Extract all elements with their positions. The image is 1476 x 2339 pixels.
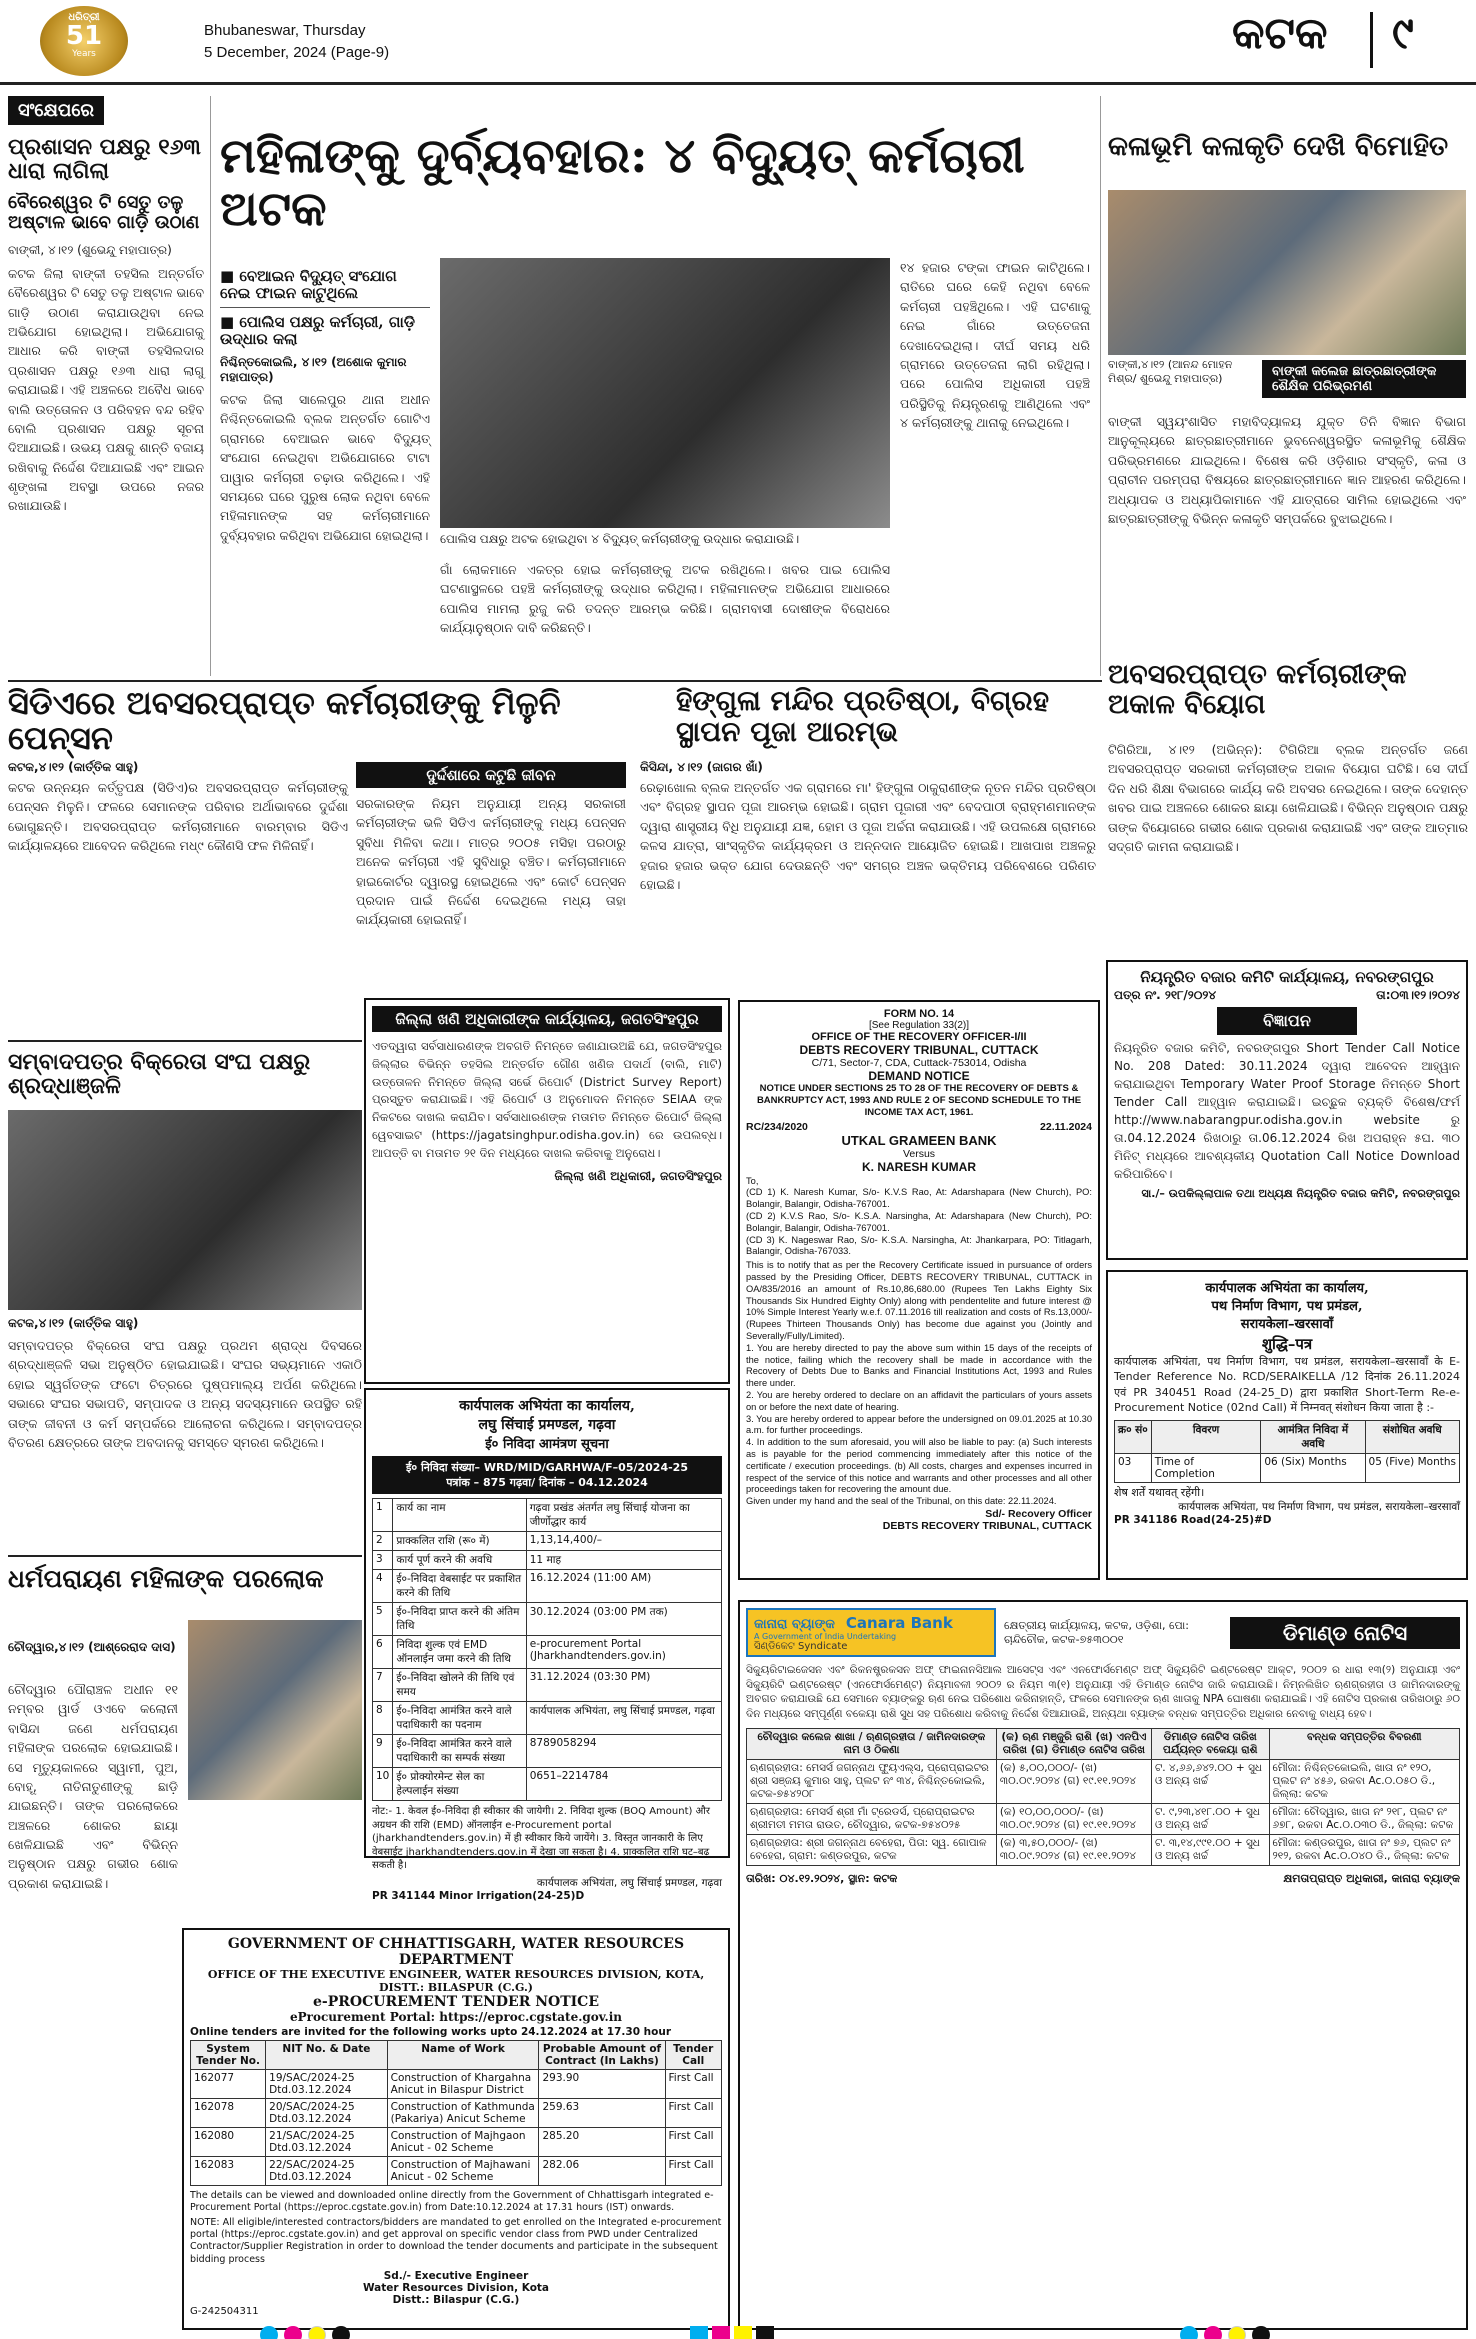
cg-table xyxy=(190,2040,722,2186)
table-cell: (କ) ୧୦,୦୦,୦୦୦/- (ଖ) ୩୦.୦୯.୨୦୨୪ (ଗ) ୧୯.୧୧.୨୦୨୪ xyxy=(996,1803,1151,1834)
table-cell: 30.12.2024 (03:00 PM तक) xyxy=(526,1603,721,1636)
drt-p1: 1. You are hereby directed to pay the above sum within 15 days of the receipts of the notice, failing which the recovery shall be made in accordance with the Recovery of Debts Due to Banks and Financial Institutions Act, 1993 and Rules there under. xyxy=(746,1342,1092,1389)
table-cell: 0651–2214784 xyxy=(526,1768,721,1801)
canara-logo-sub: A Government of India Undertaking xyxy=(754,1632,897,1641)
table-cell: 162080 xyxy=(191,2128,266,2157)
table-cell: Construction of Majhawani Anicut - 02 Scheme xyxy=(387,2157,539,2186)
saraikela-title-3: सरायकेला–खरसावाँ xyxy=(1240,1317,1334,1332)
table-row xyxy=(373,1603,722,1636)
sambadapatra-dateline: କଟକ,୪।୧୨ (କାର୍ତ୍ତିକ ସାହୁ) xyxy=(8,1316,139,1330)
garhwa-title-1: कार्यपालक अभियंता का कार्यालय, xyxy=(459,1398,635,1414)
table-cell: Time of Completion xyxy=(1151,1453,1261,1482)
nabarangpur-date: ତା:୦୩।୧୨।୨୦୨୪ xyxy=(1376,988,1460,1002)
saraikela-shuddhi: शुद्धि–पत्र xyxy=(1261,1335,1313,1353)
badge-top: ଧରିତ୍ରୀ xyxy=(68,12,100,23)
cg-note: NOTE: All eligible/interested contractors/bidders are mandated to get enrolled on the Integrated e-procurement portal (https://eproc.cgstate.gov.in) and get approval on specific vendor class from PWD under Centralized Contractor/Supplier Registration in order to download the tender documents and participate in the subsequent bidding process xyxy=(190,2216,722,2265)
table-cell: 1 xyxy=(373,1499,393,1532)
table-cell: ଟ. ୩,୧୪,୯୯୧.୦୦ + ସୁଧ ଓ ଅନ୍ୟ ଖର୍ଚ୍ଚ xyxy=(1151,1834,1269,1865)
cg-online: Online tenders are invited for the following works upto 24.12.2024 at 17.30 hour xyxy=(190,2026,671,2038)
garhwa-advert xyxy=(364,1388,730,1902)
table-cell: 8 xyxy=(373,1702,393,1735)
table-cell: 259.63 xyxy=(539,2099,665,2128)
table-cell: कार्य पूर्ण करने की अवधि xyxy=(393,1551,526,1570)
lead-photo xyxy=(440,258,890,528)
table-cell: 5 xyxy=(373,1603,393,1636)
canara-notice-title: ଡିମାଣ୍ଡ ନୋଟିସ xyxy=(1230,1617,1460,1649)
dharma-dateline: ଚୌଦ୍ୱାର,୪।୧୨ (ଆଶ୍ରେରାଦ ଦାସ) xyxy=(8,1640,176,1654)
canara-advert xyxy=(738,1600,1468,2330)
table-cell: 05 (Five) Months xyxy=(1365,1453,1459,1482)
table-cell: 22/SAC/2024-25 Dtd.03.12.2024 xyxy=(266,2157,387,2186)
reg-marks-left xyxy=(260,2326,356,2339)
table-header-cell: विवरण xyxy=(1151,1420,1261,1453)
table-row xyxy=(373,1499,722,1532)
masthead-divider xyxy=(1370,12,1373,68)
canara-table xyxy=(746,1728,1460,1866)
lead-col-3: ୧୪ ହଜାର ଟଙ୍କା ଫାଇନ କାଟିଥିଲେ। ରାତିରେ ଘରେ କେହି ନଥିବା ବେଳେ କର୍ମଚାରୀ ପହଞ୍ଚିଥିଲେ। ଏହି ଘଟଣାକୁ ନେଇ ଗାଁରେ ଉତ୍ତେଜନା ଦେଖାଦେଇଥିଲା। ଦୀର୍ଘ ସମୟ ଧରି ଗ୍ରାମରେ ଉତ୍ତେଜନା ଲାଗି ରହିଥିଲା। ପରେ ପୋଲିସ ଅଧିକାରୀ ପହଞ୍ଚି ପରିସ୍ଥିତିକୁ ନିୟନ୍ତ୍ରଣକୁ ଆଣିଥିଲେ ଏବଂ ୪ କର୍ମଚାରୀଙ୍କୁ ଥାନାକୁ ନେଇଥିଲେ। xyxy=(900,260,1090,430)
lead-bullet-1: ■ ବେଆଇନ ବିଦ୍ୟୁତ୍ ସଂଯୋଗ ନେଇ ଫାଇନ କାଟୁଥିଲେ xyxy=(220,268,430,308)
table-header-cell: Tender Call xyxy=(665,2041,721,2070)
masthead-rule xyxy=(0,82,1476,85)
drt-body: This is to notify that as per the Recovery Certificate issued in pursuance of orders passed by the Presiding Officer, DEBTS RECOVERY TRIBUNAL, CUTTACK in OA/835/2016 an amount of Rs.10,86,680.00 (Rupees Ten Lakhs Eighty Six Thousands Six Hundred Eighty Only) along with pendentelite and future interest @ 10% Simple Interest Yearly w.e.f. 07.11.2016 till realization and costs of Rs.13,000/- (Rupees Thirteen Thousands Only) has become due against you (Jointly and Severally/Fully/Limited). xyxy=(746,1260,1092,1341)
table-row xyxy=(373,1636,722,1669)
cg-sign-1: Sd./- Executive Engineer xyxy=(383,2270,529,2283)
table-cell: ମୌଜା: ନିଶ୍ଚିନ୍ତକୋଇଲି, ଖାତା ନଂ ୧୨୦, ପ୍ଲଟ ନଂ ୪୫୬, ରକବା Ac.୦.୦୫୦ ଡି., ଜିଲ୍ଲା: କଟକ xyxy=(1269,1759,1460,1803)
table-header-cell: Probable Amount of Contract (In Lakhs) xyxy=(539,2041,665,2070)
canara-header xyxy=(746,1608,1460,1657)
table-row xyxy=(373,1768,722,1801)
garhwa-notes: नोट:- 1. केवल ई०-निविदा ही स्वीकार की जायेगी। 2. निविदा शुल्क (BOQ Amount) और अग्रधन की राशि (EMD) ऑनलाईन e-Procurement portal (jharkhandtenders.gov.in) में ही स्वीकार किये जायेंगे। 3. विस्तृत जानकारी के लिए वेबसाईट jharkhandtenders.gov.in में देखा जा सकता है। 4. प्राक्कलित राशि घट–बढ़ सकती है। xyxy=(372,1806,710,1871)
drt-text xyxy=(746,1176,1092,1508)
dharma-headline: ଧର୍ମପରାୟଣ ମହିଳାଙ୍କ ପରଲୋକ xyxy=(8,1564,324,1593)
masthead-date xyxy=(204,20,389,64)
table-header-cell: संशोधित अवधि xyxy=(1365,1420,1459,1453)
lead-dateline: ନିଶ୍ଚିନ୍ତକୋଇଲି, ୪।୧୨ (ଅଶୋକ କୁମାର ମହାପାତ୍ର) xyxy=(220,355,407,384)
canara-date-place: ତାରିଖ: ୦୪.୧୨.୨୦୨୪, ସ୍ଥାନ: କଟକ xyxy=(746,1871,898,1885)
table-header-cell: ବନ୍ଧକ ସମ୍ପତ୍ତିର ବିବରଣୀ xyxy=(1269,1728,1460,1759)
table-cell: First Call xyxy=(665,2099,721,2128)
drt-p3: 3. You are hereby ordered to appear before the undersigned on 09.01.2025 at 10.30 a.m. for further proceedings. xyxy=(746,1413,1092,1436)
drt-cd2: (CD 2) K.V.S Rao, S/o- K.S.A. Narsingha, At: Adarshapara (New Church), PO: Bolangir, Balangir, Odisha-767001. xyxy=(746,1211,1092,1233)
table-cell: 11 माह xyxy=(526,1551,721,1570)
canara-footer xyxy=(746,1872,1460,1886)
drt-cd3: (CD 3) K. Nageswar Rao, S/o- K.S.A. Narsingha, At: Jhankarpara, PO: Titlagarh, Balangir, Odisha-767033. xyxy=(746,1234,1092,1257)
garhwa-table xyxy=(372,1498,722,1801)
table-row xyxy=(191,2099,722,2128)
pension-box-label: ଦୁର୍ଦ୍ଦଶାରେ କଟୁଛି ଜୀବନ xyxy=(356,762,626,788)
table-cell: First Call xyxy=(665,2157,721,2186)
nabarangpur-title: ନିୟନ୍ତ୍ରିତ ବଜାର କମିଟି କାର୍ଯ୍ୟାଳୟ, ନବରଙ୍ଗପୁର xyxy=(1140,968,1434,986)
pension-body-1: କଟକ ଉନ୍ନୟନ କର୍ତ୍ତୃପକ୍ଷ (ସିଡିଏ)ର ଅବସରପ୍ରାପ୍ତ କର୍ମଚାରୀଙ୍କୁ ପେନ୍‌ସନ ମିଳୁନି। ଫଳରେ ସେମାନଙ୍କ ପରିବାର ଅର୍ଥାଭାବରେ ଦୁର୍ଦ୍ଦଶା ଭୋଗୁଛନ୍ତି। ଅବସରପ୍ରାପ୍ତ କର୍ମଚାରୀମାନେ ବାରମ୍ବାର ସିଡିଏ କାର୍ଯ୍ୟାଳୟରେ ଆବେଦନ କରିଥିଲେ ମଧ୍୯ କୌଣସି ଫଳ ମିଳିନାହିଁ। xyxy=(8,780,348,854)
table-row xyxy=(191,2157,722,2186)
table-cell: 162077 xyxy=(191,2070,266,2099)
table-cell: 19/SAC/2024-25 Dtd.03.12.2024 xyxy=(266,2070,387,2099)
cg-portal: eProcurement Portal: https://eproc.cgstate.gov.in xyxy=(290,2010,622,2024)
saraikela-table xyxy=(1114,1420,1460,1483)
registration-marks xyxy=(0,2326,1476,2339)
table-cell: प्राक्कलित राशि (रू० में) xyxy=(393,1532,526,1551)
drt-office: OFFICE OF THE RECOVERY OFFICER-I/II xyxy=(811,1031,1027,1043)
nabarangpur-ref-row xyxy=(1114,988,1460,1003)
table-header-cell: क्र० सं० xyxy=(1115,1420,1152,1453)
lead-headline: ମହିଳାଙ୍କୁ ଦୁର୍ବ୍ୟବହାର: ୪ ବିଦ୍ୟୁତ୍ କର୍ମଚାରୀ ଅଟକ xyxy=(220,128,1025,237)
cg-title-1: GOVERNMENT OF CHHATTISGARH, WATER RESOURCES DEPARTMENT xyxy=(227,1936,685,1968)
table-cell: Construction of Majhgaon Anicut - 02 Scheme xyxy=(387,2128,539,2157)
table-cell: Construction of Khargahna Anicut in Bilaspur District xyxy=(387,2070,539,2099)
section-rule-3 xyxy=(8,1555,362,1557)
cg-title-3: e-PROCUREMENT TENDER NOTICE xyxy=(313,1994,599,2010)
drt-to: To, xyxy=(746,1175,759,1186)
saraikela-title-2: पथ निर्माण विभाग, पथ प्रमंडल, xyxy=(1211,1299,1363,1314)
garhwa-ref xyxy=(372,1456,722,1494)
table-cell: 7 xyxy=(373,1669,393,1702)
canara-logo-en: Canara Bank xyxy=(845,1614,953,1632)
section-name: କଟକ xyxy=(1232,8,1328,59)
section-rule-1 xyxy=(8,680,1102,682)
table-cell: 3 xyxy=(373,1551,393,1570)
cg-sign-2: Water Resources Division, Kota xyxy=(362,2282,550,2295)
table-cell: (କ) ୩,୫୦,୦୦୦/- (ଖ) ୩୦.୦୯.୨୦୨୪ (ଗ) ୧୯.୧୧.୨୦୨୪ xyxy=(996,1834,1151,1865)
saraikela-advert xyxy=(1106,1270,1468,1580)
table-cell: ଋଣଗ୍ରହୀତା: ଶ୍ରୀ ଜଗନ୍ନାଥ ବେହେରା, ପିତା: ସ୍ୱ. ଗୋପାଳ ବେହେରା, ଗ୍ରାମ: କଣ୍ଡରପୁର, କଟକ xyxy=(747,1834,997,1865)
table-cell: 2 xyxy=(373,1532,393,1551)
table-row xyxy=(747,1759,1460,1803)
table-cell: 31.12.2024 (03:30 PM) xyxy=(526,1669,721,1702)
drt-rc: RC/234/2020 xyxy=(746,1120,808,1133)
table-cell: ई०-निविदा आमंत्रित करने वाले पदाधिकारी का सम्पर्क संख्या xyxy=(393,1735,526,1768)
lead-col-1: କଟକ ଜିଲା ସାଲେପୁର ଥାନା ଅଧୀନ ନିଶ୍ଚିନ୍ତକୋଇଲି ବ୍ଲକ ଅନ୍ତର୍ଗତ ଗୋଟିଏ ଗ୍ରାମରେ ବେଆଇନ ଭାବେ ବିଦ୍ୟୁତ୍ ସଂଯୋଗ ନେଇଥିବା ଅଭିଯୋଗରେ ଟାଟା ପାୱାର କର୍ମଚାରୀ ଚଢ଼ାଉ କରିଥିଲେ। ଏହି ସମୟରେ ଘରେ ପୁରୁଷ ଲୋକ ନଥିବା ବେଳେ ମହିଳାମାନଙ୍କ ସହ କର୍ମଚାରୀମାନେ ଦୁର୍ବ୍ୟବହାର କରିଥିବା ଅଭିଯୋଗ ହୋଇଥିଲା। xyxy=(220,392,430,543)
table-cell: First Call xyxy=(665,2070,721,2099)
table-cell: ମୌଜା: ଚୌଦ୍ୱାର, ଖାତା ନଂ ୨୧୮, ପ୍ଲଟ ନଂ ୬୭୮, ରକବା Ac.୦.୦୩୦ ଡି., ଜିଲ୍ଲା: କଟକ xyxy=(1269,1803,1460,1834)
table-header-cell: Name of Work xyxy=(387,2041,539,2070)
garhwa-title-3: ई० निविदा आमंत्रण सूचना xyxy=(485,1437,609,1452)
drt-address: C/71, Sector-7, CDA, Cuttack-753014, Odisha xyxy=(811,1057,1027,1069)
drt-party: K. NARESH KUMAR xyxy=(862,1159,976,1174)
sankshepare-body: କଟକ ଜିଲା ବାଙ୍କୀ ତହସିଲ ଅନ୍ତର୍ଗତ ବୈରେଶ୍ୱର ଟି ସେତୁ ତଳୁ ଅଷ୍ଟାଳ ଭାବେ ଗାଡ଼ି ଉଠାଣ କରାଯାଉଥିବା ନେଇ ଅଭିଯୋଗ ହୋଇଥିଲା। ଅଭିଯୋଗକୁ ଆଧାର କରି ବାଙ୍କୀ ତହସିଲଦାର ପ୍ରଶାସନ ପକ୍ଷରୁ ୧୬୩ ଧାରା ଲାଗୁ କରାଯାଇଛି। ଏହି ଅଞ୍ଚଳରେ ଅବୈଧ ଭାବେ ବାଲି ଉତ୍ତୋଳନ ଓ ପରିବହନ ବନ୍ଦ ରହିବ ବୋଲି ପ୍ରଶାସନ ପକ୍ଷରୁ ସୂଚନା ଦିଆଯାଇଛି। ଉଭୟ ପକ୍ଷକୁ ଶାନ୍ତି ବଜାୟ ରଖିବାକୁ ନିର୍ଦ୍ଦେଶ ଦିଆଯାଇଛି ଏବଂ ଆଇନ ଶୃଙ୍ଖଳା ଅବସ୍ଥା ଉପରେ ନଜର ରଖାଯାଉଛି। xyxy=(8,265,204,514)
table-cell: 03 xyxy=(1115,1453,1152,1482)
table-cell: 6 xyxy=(373,1636,393,1669)
page-number: ୯ xyxy=(1392,8,1414,59)
reg-marks-right xyxy=(1180,2326,1276,2339)
table-row xyxy=(373,1735,722,1768)
table-cell: 282.06 xyxy=(539,2157,665,2186)
table-header-cell: ଡିମାଣ୍ଡ ନୋଟିସ ତାରିଖ ପର୍ଯ୍ୟନ୍ତ ବକେୟା ରାଶି xyxy=(1151,1728,1269,1759)
garhwa-ref-1: ई० निविदा संख्या– WRD/MID/GARHWA/F–05/2024-25 xyxy=(406,1461,688,1474)
lead-col-2: ଗାଁ ଲୋକମାନେ ଏକତ୍ର ହୋଇ କର୍ମଚାରୀଙ୍କୁ ଅଟକ ରଖିଥିଲେ। ଖବର ପାଇ ପୋଲିସ ଘଟଣାସ୍ଥଳରେ ପହଞ୍ଚି କର୍ମଚାରୀଙ୍କୁ ଉଦ୍ଧାର କରିଥିଲା। ମହିଳାମାନଙ୍କ ଅଭିଯୋଗ ଆଧାରରେ ପୋଲିସ ମାମଲା ରୁଜୁ କରି ତଦନ୍ତ ଆରମ୍ଭ କରିଛି। ଗ୍ରାମବାସୀ ଦୋଷୀଙ୍କ ବିରୋଧରେ କାର୍ଯ୍ୟାନୁଷ୍ଠାନ ଦାବି କରିଛନ୍ତି। xyxy=(440,562,890,636)
table-row xyxy=(373,1532,722,1551)
table-cell: 9 xyxy=(373,1735,393,1768)
canara-sign: କ୍ଷମତାପ୍ରାପ୍ତ ଅଧିକାରୀ, କାନାରା ବ୍ୟାଙ୍କ xyxy=(1283,1871,1460,1885)
date-page: 5 December, 2024 (Page-9) xyxy=(204,43,390,61)
table-cell: कार्यपालक अभियंता, लघु सिंचाई प्रमण्डल, गढ़वा xyxy=(526,1702,721,1735)
drt-rule: [See Regulation 33(2)] xyxy=(868,1020,970,1031)
table-cell: ଋଣଗ୍ରହୀତା: ମେସର୍ସ ଜଗନ୍ନାଥ ଫ୍ୟୁଏଲ୍ସ, ପ୍ରୋପ୍ରାଇଟର ଶ୍ରୀ ସଞ୍ଜୟ କୁମାର ସାହୁ, ପ୍ଲଟ ନଂ ୩୪, ନିଶ୍ଚିନ୍ତକୋଇଲି, କଟକ-୭୫୪୨୦୮ xyxy=(747,1759,997,1803)
mining-sign: ଜିଲ୍ଲା ଖଣି ଅଧିକାରୀ, ଜଗତସିଂହପୁର xyxy=(554,1168,722,1183)
table-cell: ई०-निविदा आमंत्रित करने वाले पदाधिकारी का पदनाम xyxy=(393,1702,526,1735)
table-cell: 4 xyxy=(373,1570,393,1603)
table-cell: e-procurement Portal (Jharkhandtenders.gov.in) xyxy=(526,1636,721,1669)
section-rule-2 xyxy=(8,1040,362,1042)
drt-form: FORM NO. 14 xyxy=(883,1008,955,1020)
dharma-photo xyxy=(188,1620,362,1800)
canara-syndicate: ସିଣ୍ଡିକେଟ Syndicate xyxy=(754,1641,848,1652)
table-cell: निविदा शुल्क एवं EMD ऑनलाईन जमा करने की तिथि xyxy=(393,1636,526,1669)
drt-demand: DEMAND NOTICE xyxy=(868,1069,970,1083)
masthead xyxy=(0,0,1476,80)
table-cell: 162083 xyxy=(191,2157,266,2186)
cg-sign-3: Distt.: Bilaspur (C.G.) xyxy=(392,2294,520,2307)
mining-advert xyxy=(364,998,730,1384)
table-cell: कार्य का नाम xyxy=(393,1499,526,1532)
table-cell: 293.90 xyxy=(539,2070,665,2099)
kalabhumi-caption-box: ବାଙ୍କୀ କଲେଜ ଛାତ୍ରଛାତ୍ରୀଙ୍କ ଶୈକ୍ଷିକ ପରିଭ୍ରମଣ xyxy=(1262,360,1466,398)
table-header-cell: NIT No. & Date xyxy=(266,2041,387,2070)
mining-body: ଏତଦ୍ୱାରା ସର୍ବସାଧାରଣଙ୍କ ଅବଗତି ନିମନ୍ତେ ଜଣାଯାଉଅଛି ଯେ, ଜଗତସିଂହପୁର ଜିଲ୍ଲାର ବିଭିନ୍ନ ତହସିଲ ଅନ୍ତର୍ଗତ ଗୌଣ ଖଣିଜ ପଦାର୍ଥ (ବାଲି, ମାଟି) ଉତ୍ତୋଳନ ନିମନ୍ତେ ଜିଲ୍ଲା ସର୍ଭେ ରିପୋର୍ଟ (District Survey Report) ପ୍ରସ୍ତୁତ କରାଯାଇଛି। ଏହି ରିପୋର୍ଟ ଓ ଅନୁମୋଦନ ନିମନ୍ତେ SEIAA ଙ୍କ ନିକଟରେ ଦାଖଲ କରାଯିବ। ସର୍ବସାଧାରଣଙ୍କ ମତାମତ ନିମନ୍ତେ ରିପୋର୍ଟ ଜିଲ୍ଲା ୱେବସାଇଟ (https://jagatsinghpur.odisha.gov.in) ରେ ଉପଲବ୍ଧ। ଆପତ୍ତି ବା ମତାମତ ୨୧ ଦିନ ମଧ୍ୟରେ ଦାଖଲ କରିବାକୁ ଅନୁରୋଧ। xyxy=(372,1039,722,1160)
sankshepare-subhead: ବୈରେଶ୍ୱର ଟି ସେତୁ ତଳୁ ଅଷ୍ଟାଳ ଭାବେ ଗାଡ଼ି ଉଠାଣ xyxy=(8,192,200,234)
table-cell: ई०-निविदा वेबसाईट पर प्रकाशित करने की तिथि xyxy=(393,1570,526,1603)
table-cell: 1,13,14,400/– xyxy=(526,1532,721,1551)
kalabhumi-photo xyxy=(1108,190,1466,355)
table-cell: First Call xyxy=(665,2128,721,2157)
drt-notice: NOTICE UNDER SECTIONS 25 TO 28 OF THE RECOVERY OF DEBTS & BANKRUPTCY ACT, 1993 AND RULE 2 OF SECOND SCHEDULE TO THE INCOME TAX ACT, 1961. xyxy=(756,1083,1082,1118)
table-header-cell: (କ) ଋଣ ମଞ୍ଜୁରି ରାଶି (ଖ) ଏନପିଏ ତାରିଖ (ଗ) ଡିମାଣ୍ଡ ନୋଟିସ ତାରିଖ xyxy=(996,1728,1151,1759)
pension-headline: ସିଡିଏରେ ଅବସରପ୍ରାପ୍ତ କର୍ମଚାରୀଙ୍କୁ ମିଳୁନି ପେନ୍‌ସନ xyxy=(8,684,561,758)
cg-sign xyxy=(190,2270,722,2306)
nabarangpur-advert xyxy=(1106,960,1468,1260)
table-row xyxy=(373,1551,722,1570)
saraikela-pr: PR 341186 Road(24-25)#D xyxy=(1114,1513,1272,1526)
table-cell: Construction of Kathmunda (Pakariya) Anicut Scheme xyxy=(387,2099,539,2128)
sankshepare-label: ସଂକ୍ଷେପରେ xyxy=(8,96,104,125)
badge-number: 51 xyxy=(65,21,103,51)
drt-rc-row xyxy=(746,1121,1092,1133)
reg-marks-mid xyxy=(690,2326,778,2339)
drt-given: Given under my hand and the seal of the Tribunal, on this date: 22.11.2024. xyxy=(746,1496,1057,1507)
drt-versus: Versus xyxy=(902,1147,936,1160)
drt-sign-2: DEBTS RECOVERY TRIBUNAL, CUTTACK xyxy=(882,1519,1092,1532)
table-cell: ई०-निविदा खोलने की तिथि एवं समय xyxy=(393,1669,526,1702)
pension-dateline: କଟକ,୪।୧୨ (କାର୍ତ୍ତିକ ସାହୁ) xyxy=(8,760,139,774)
table-header-cell: System Tender No. xyxy=(191,2041,266,2070)
table-row xyxy=(747,1803,1460,1834)
saraikela-title-1: कार्यपालक अभियंता का कार्यालय, xyxy=(1205,1281,1369,1296)
drt-p2: 2. You are hereby ordered to declare on an affidavit the particulars of yours assets on or before the next date of hearing. xyxy=(746,1389,1092,1412)
sankshepare-headline: ପ୍ରଶାସନ ପକ୍ଷରୁ ୧୬୩ ଧାରା ଲାଗିଲା xyxy=(8,134,201,185)
akala-headline: ଅବସରପ୍ରାପ୍ତ କର୍ମଚାରୀଙ୍କ ଅକାଳ ବିୟୋଗ xyxy=(1108,659,1407,720)
table-cell: (କ) ୫,୦୦,୦୦୦/- (ଖ) ୩୦.୦୯.୨୦୨୪ (ଗ) ୧୯.୧୧.୨୦୨୪ xyxy=(996,1759,1151,1803)
table-cell: 10 xyxy=(373,1768,393,1801)
table-row xyxy=(747,1834,1460,1865)
table-row xyxy=(373,1702,722,1735)
saraikela-sign: कार्यपालक अभियंता, पथ निर्माण विभाग, पथ प्रमंडल, सरायकेला–खरसावाँ xyxy=(1178,1500,1460,1513)
badge-sub: Years xyxy=(72,49,96,59)
table-header-cell: आमंत्रित निविदा में अवधि xyxy=(1261,1420,1365,1453)
pension-body-2: ସରକାରଙ୍କ ନିୟମ ଅନୁଯାୟୀ ଅନ୍ୟ ସରକାରୀ କର୍ମଚାରୀଙ୍କ ଭଳି ସିଡିଏ କର୍ମଚାରୀଙ୍କୁ ମଧ୍ୟ ପେନ୍‌ସନ ସୁବିଧା ମିଳିବା କଥା। ମାତ୍ର ୨୦୦୫ ମସିହା ପରଠାରୁ ଅନେକ କର୍ମଚାରୀ ଏହି ସୁବିଧାରୁ ବଞ୍ଚିତ। କର୍ମଚାରୀମାନେ ହାଇକୋର୍ଟର ଦ୍ୱାରସ୍ଥ ହୋଇଥିଲେ ଏବଂ କୋର୍ଟ ପେନ୍‌ସନ ପ୍ରଦାନ ପାଇଁ ନିର୍ଦ୍ଦେଶ ଦେଇଥିଲେ ମଧ୍ୟ ତାହା କାର୍ଯ୍ୟକାରୀ ହୋଇନାହିଁ। xyxy=(356,796,626,928)
table-cell: 06 (Six) Months xyxy=(1261,1453,1365,1482)
saraikela-body: कार्यपालक अभियंता, पथ निर्माण विभाग, पथ प्रमंडल, सरायकेला–खरसावाँ के E- Tender Reference No. RCD/SERAIKELLA /12 दिनांक 26.11.2024 एवं PR 340451 Road (24-25_D) द्वारा प्रकाशित Short-Term Re-e-Procurement Notice (02nd Call) में निम्नवत् संशोधन किया जाता है :- xyxy=(1114,1355,1460,1415)
table-cell: ଋଣଗ୍ରହୀତା: ମେସର୍ସ ଶ୍ରୀ ମାଁ ଟ୍ରେଡର୍ସ, ପ୍ରୋପ୍ରାଇଟର ଶ୍ରୀମତୀ ମମତା ରାଉତ, ଚୌଦ୍ୱାର, କଟକ-୭୫୪୦୨୫ xyxy=(747,1803,997,1834)
drt-tribunal: DEBTS RECOVERY TRIBUNAL, CUTTACK xyxy=(799,1043,1039,1057)
table-header-cell: ଚୌଦ୍ୱାର କଲେଜ ଶାଖା / ଋଣଗ୍ରହୀତା / ଜାମିନଦାରଙ୍କ ନାମ ଓ ଠିକଣା xyxy=(747,1728,997,1759)
garhwa-ref-2: पत्रांक – 875 गढ़वा/ दिनांक – 04.12.2024 xyxy=(446,1476,648,1489)
table-cell: 20/SAC/2024-25 Dtd.03.12.2024 xyxy=(266,2099,387,2128)
anniversary-badge xyxy=(40,6,128,76)
col-rule-2 xyxy=(1100,96,1101,676)
lead-bullet-2: ■ ପୋଲିସ ପକ୍ଷରୁ କର୍ମଚାରୀ, ଗାଡ଼ି ଉଦ୍ଧାର କଲା xyxy=(220,313,415,348)
akala-body: ଟିଗିରିଆ, ୪।୧୨ (ଅଭିନ୍ନ): ଟିଗିରିଆ ବ୍ଲକ ଅନ୍ତର୍ଗତ ଜଣେ ଅବସରପ୍ରାପ୍ତ ସରକାରୀ କର୍ମଚାରୀଙ୍କ ଅକାଳ ବିୟୋଗ ଘଟିଛି। ସେ ଦୀର୍ଘ ଦିନ ଧରି ଶିକ୍ଷା ବିଭାଗରେ କାର୍ଯ୍ୟ କରି ଅବସର ନେଇଥିଲେ। ତାଙ୍କ ଦେହାନ୍ତ ଖବର ପାଇ ଅଞ୍ଚଳରେ ଶୋକର ଛାୟା ଖେଳିଯାଇଛି। ବିଭିନ୍ନ ଅନୁଷ୍ଠାନ ପକ୍ଷରୁ ତାଙ୍କ ବିୟୋଗରେ ଗଭୀର ଶୋକ ପ୍ରକାଶ କରାଯାଇଛି ଏବଂ ତାଙ୍କ ଆତ୍ମାର ସଦ୍‌ଗତି କାମନା କରାଯାଇଛି। xyxy=(1108,742,1468,854)
table-row xyxy=(191,2070,722,2099)
table-row xyxy=(1115,1453,1460,1482)
lead-photo-caption: ପୋଲିସ ପକ୍ଷରୁ ଅଟକ ହୋଇଥିବା ୪ ବିଦ୍ୟୁତ୍ କର୍ମଚାରୀଙ୍କୁ ଉଦ୍ଧାର କରାଯାଉଛି। xyxy=(440,532,800,546)
sankshepare-block xyxy=(8,96,204,676)
table-cell: ଟ. ୯,୨୩,୪୧୮.୦୦ + ସୁଧ ଓ ଅନ୍ୟ ଖର୍ଚ୍ଚ xyxy=(1151,1803,1269,1834)
drt-p4: 4. In addition to the sum aforesaid, you will also be liable to pay: (a) Such interests as is payable for the period commencing immediately after this notice of the certificate / execution proceedings. (b) All costs, charges and expenses incurred in respect of the service of this notice and warrants and other processes and all other proceedings taken for recovering the amount due. xyxy=(746,1437,1092,1495)
table-cell: ई० प्रोक्योरमेन्ट सेल का हेल्पलाईन संख्या xyxy=(393,1768,526,1801)
drt-bank: UTKAL GRAMEEN BANK xyxy=(841,1132,997,1148)
table-cell: 21/SAC/2024-25 Dtd.03.12.2024 xyxy=(266,2128,387,2157)
table-cell: ମୌଜା: କଣ୍ଡରପୁର, ଖାତା ନଂ ୭୬, ପ୍ଲଟ ନଂ ୨୧୨, ରକବା Ac.୦.୦୪୦ ଡି., ଜିଲ୍ଲା: କଟକ xyxy=(1269,1834,1460,1865)
drt-cd1: (CD 1) K. Naresh Kumar, S/o- K.V.S Rao, At: Adarshapara (New Church), PO: Bolangir, Balangir, Odisha-767001. xyxy=(746,1187,1092,1210)
sankshepare-dateline: ବାଙ୍କୀ, ୪।୧୨ (ଶୁଭେନ୍ଦୁ ମହାପାତ୍ର) xyxy=(8,242,172,257)
canara-intro: ସିକ୍ୟୁରିଟାଇଜେସନ ଏବଂ ରିକନଷ୍ଟ୍ରକସନ ଅଫ୍ ଫାଇନାନସିଆଲ ଆସେଟ୍ସ ଏବଂ ଏନଫୋର୍ସମେଣ୍ଟ ଅଫ୍ ସିକ୍ୟୁରିଟି ଇଣ୍ଟରେଷ୍ଟ ଆକ୍ଟ, ୨୦୦୨ ର ଧାରା ୧୩(୨) ଅନୁଯାୟୀ ଏବଂ ସିକ୍ୟୁରିଟି ଇଣ୍ଟରେଷ୍ଟ (ଏନଫୋର୍ସମେଣ୍ଟ) ନିୟମାବଳୀ ୨୦୦୨ ର ନିୟମ ୩(୧) ଅନୁଯାୟୀ ଏହି ଡିମାଣ୍ଡ ନୋଟିସ ଜାରି କରାଯାଉଛି। ନିମ୍ନଲିଖିତ ଋଣଗ୍ରହୀତା ଓ ଜାମିନଦାରଙ୍କୁ ଅବଗତ କରାଯାଉଛି ଯେ ସେମାନେ ବ୍ୟାଙ୍କରୁ ଋଣ ନେଇ ପରିଶୋଧ କରିନାହାନ୍ତି, ଫଳରେ ସେମାନଙ୍କ ଋଣ ଖାତାକୁ NPA ଘୋଷଣା କରାଯାଇଛି। ଏହି ନୋଟିସ ପ୍ରକାଶ ତାରିଖଠାରୁ ୬୦ ଦିନ ମଧ୍ୟରେ ସମ୍ପୂର୍ଣ୍ଣ ବକେୟା ରାଶି ସୁଧ ସହ ପରିଶୋଧ କରିବାକୁ ନିର୍ଦ୍ଦେଶ ଦିଆଯାଉଛି, ଅନ୍ୟଥା ବ୍ୟାଙ୍କ ବନ୍ଧକ ସମ୍ପତ୍ତିର ଅଧିକାର ନେବାକୁ ବାଧ୍ୟ ହେବ। xyxy=(746,1664,1460,1721)
table-row xyxy=(191,2128,722,2157)
canara-logo-odia: କାନାରା ବ୍ୟାଙ୍କ xyxy=(754,1617,835,1632)
hingula-body: ରେଢ଼ାଖୋଲ ବ୍ଲକ ଅନ୍ତର୍ଗତ ଏକ ଗ୍ରାମରେ ମା' ହିଙ୍ଗୁଳା ଠାକୁରାଣୀଙ୍କ ନୂତନ ମନ୍ଦିର ପ୍ରତିଷ୍ଠା ଏବଂ ବିଗ୍ରହ ସ୍ଥାପନ ପୂଜା ଆରମ୍ଭ ହୋଇଛି। ଗ୍ରାମ ପୂଜାରୀ ଏବଂ ବେଦପାଠୀ ବ୍ରାହ୍ମଣମାନଙ୍କ ଦ୍ୱାରା ଶାସ୍ତ୍ରୀୟ ବିଧି ଅନୁଯାୟୀ ଯଜ୍ଞ, ହୋମ ଓ ପୂଜା ଅର୍ଚ୍ଚନା କରାଯାଉଛି। ଏହି ଉପଲକ୍ଷେ ଗ୍ରାମରେ କଳସ ଯାତ୍ରା, ସାଂସ୍କୃତିକ କାର୍ଯ୍ୟକ୍ରମ ଓ ଅନ୍ନଦାନ ଆୟୋଜିତ ହୋଇଛି। ଆଖପାଖ ଅଞ୍ଚଳରୁ ହଜାର ହଜାର ଭକ୍ତ ଯୋଗ ଦେଉଛନ୍ତି ଏବଂ ସମଗ୍ର ଅଞ୍ଚଳ ଭକ୍ତିମୟ ପରିବେଶରେ ପରିଣତ ହୋଇଛି। xyxy=(640,780,1096,892)
sambadapatra-body: ସମ୍ବାଦପତ୍ର ବିକ୍ରେତା ସଂଘ ପକ୍ଷରୁ ପ୍ରଥମ ଶ୍ରାଦ୍ଧ ଦିବସରେ ଶ୍ରଦ୍ଧାଞ୍ଜଳି ସଭା ଅନୁଷ୍ଠିତ ହୋଇଯାଇଛି। ସଂଘର ସଭ୍ୟମାନେ ଏକାଠି ହୋଇ ସ୍ୱର୍ଗତଙ୍କ ଫଟୋ ଚିତ୍ରରେ ପୁଷ୍ପମାଲ୍ୟ ଅର୍ପଣ କରିଥିଲେ। ସଭାରେ ସଂଘର ସଭାପତି, ସମ୍ପାଦକ ଓ ଅନ୍ୟ ସଦସ୍ୟମାନେ ଉପସ୍ଥିତ ରହି ତାଙ୍କ ଜୀବନୀ ଓ କର୍ମ ସମ୍ପର୍କରେ ଆଲୋଚନା କରିଥିଲେ। ସମ୍ବାଦପତ୍ର ବିତରଣ କ୍ଷେତ୍ରରେ ତାଙ୍କ ଅବଦାନକୁ ସମସ୍ତେ ସ୍ମରଣ କରିଥିଲେ। xyxy=(8,1338,362,1450)
nabarangpur-sign: ସା./– ଉପକିଲ୍ଲାପାଳ ତଥା ଅଧ୍ୟକ୍ଷ ନିୟନ୍ତ୍ରିତ ବଜାର କମିଟି, ନବରଙ୍ଗପୁର xyxy=(1141,1187,1460,1200)
table-cell: 16.12.2024 (11:00 AM) xyxy=(526,1570,721,1603)
saraikela-rest: शेष शर्तें यथावत् रहेंगी। xyxy=(1114,1485,1205,1499)
canara-logo xyxy=(746,1608,996,1657)
col-rule-1 xyxy=(210,96,211,676)
mining-title: ଜିଲ୍ଲା ଖଣି ଅଧିକାରୀଙ୍କ କାର୍ଯ୍ୟାଳୟ, ଜଗତସିଂହପୁର xyxy=(372,1006,722,1032)
city-date: Bhubaneswar, Thursday xyxy=(204,22,366,39)
kalabhumi-caption-dateline: ବାଙ୍କୀ,୪।୧୨ (ଆନନ୍ଦ ମୋହନ ମିଶ୍ର/ ଶୁଭେନ୍ଦୁ ମହାପାତ୍ର) xyxy=(1108,358,1233,385)
table-row xyxy=(373,1570,722,1603)
nabarangpur-ref: ପତ୍ର ନଂ. ୨୧୮/୨୦୨୪ xyxy=(1114,988,1217,1002)
hingula-dateline: କିସିନ୍ଦା, ୪।୧୨ (ଜାଗର ଖାଁ) xyxy=(640,760,763,774)
dharma-body: ଚୌଦ୍ୱାର ପୌରାଞ୍ଚଳ ଅଧୀନ ୧୧ ନମ୍ବର ୱାର୍ଡ ଓଏବେ କଲୋନୀ ବାସିନ୍ଦା ଜଣେ ଧର୍ମପରାୟଣ ମହିଳାଙ୍କ ପରଲୋକ ହୋଇଯାଇଛି। ସେ ମୃତ୍ୟୁକାଳରେ ସ୍ୱାମୀ, ପୁଅ, ବୋହୂ, ନାତିନାତୁଣୀଙ୍କୁ ଛାଡ଼ି ଯାଇଛନ୍ତି। ତାଙ୍କ ପରଲୋକରେ ଅଞ୍ଚଳରେ ଶୋକର ଛାୟା ଖେଳିଯାଇଛି ଏବଂ ବିଭିନ୍ନ ଅନୁଷ୍ଠାନ ପକ୍ଷରୁ ଗଭୀର ଶୋକ ପ୍ରକାଶ କରାଯାଇଛି। xyxy=(8,1682,178,1891)
cg-title-2: OFFICE OF THE EXECUTIVE ENGINEER, WATER RESOURCES DIVISION, KOTA, DISTT.: BILASPUR (C.G.) xyxy=(207,1968,705,1994)
drt-rc-date: 22.11.2024 xyxy=(1040,1120,1092,1133)
table-cell: 162078 xyxy=(191,2099,266,2128)
drt-advert xyxy=(738,1000,1100,1580)
table-cell: 285.20 xyxy=(539,2128,665,2157)
canara-branch: କ୍ଷେତ୍ରୀୟ କାର୍ଯ୍ୟାଳୟ, କଟକ, ଓଡ଼ିଶା, ପୋ: ଚାନ୍ଦିଚୌକ, କଟକ-୭୫୩୦୦୧ xyxy=(1004,1618,1189,1646)
cg-code: G-242504311 xyxy=(190,2306,259,2318)
table-row xyxy=(373,1669,722,1702)
garhwa-title-2: लघु सिंचाई प्रमण्डल, गढ़वा xyxy=(478,1417,616,1433)
table-cell: ई०-निविदा प्राप्त करने की अंतिम तिथि xyxy=(393,1603,526,1636)
nabarangpur-vigyapan: ବିଜ୍ଞାପନ xyxy=(1217,1007,1357,1035)
table-cell: 8789058294 xyxy=(526,1735,721,1768)
lead-bullets xyxy=(220,268,430,347)
table-cell: गढ़वा प्रखंड अंतर्गत लघु सिंचाई योजना का जीर्णोद्धार कार्य xyxy=(526,1499,721,1532)
drt-sign: Sd/- Recovery Officer xyxy=(985,1507,1092,1520)
kalabhumi-body: ବାଙ୍କୀ ସ୍ୱୟଂଶାସିତ ମହାବିଦ୍ୟାଳୟ ଯୁକ୍ତ ତିନି ବିଜ୍ଞାନ ବିଭାଗ ଆନୁକୂଲ୍ୟରେ ଛାତ୍ରଛାତ୍ରୀମାନେ ଭୁବନେଶ୍ୱରସ୍ଥିତ କଳାଭୂମିକୁ ଶୈକ୍ଷିକ ପରିଭ୍ରମଣରେ ଯାଇଥିଲେ। ବିଶେଷ କରି ଓଡ଼ିଶାର ସଂସ୍କୃତି, କଳା ଓ ପ୍ରାଚୀନ ପରମ୍ପରା ବିଷୟରେ ଛାତ୍ରଛାତ୍ରୀମାନେ ଜ୍ଞାନ ଆହରଣ କରିଥିଲେ। ଅଧ୍ୟାପକ ଓ ଅଧ୍ୟାପିକାମାନେ ଏହି ଯାତ୍ରାରେ ସାମିଲ ହୋଇଥିଲେ ଏବଂ ଛାତ୍ରଛାତ୍ରୀଙ୍କୁ ବିଭିନ୍ନ କଳାକୃତି ସମ୍ପର୍କରେ ବୁଝାଇଥିଲେ। xyxy=(1108,414,1466,526)
nabarangpur-body: ନିୟନ୍ତ୍ରିତ ବଜାର କମିଟି, ନବରଙ୍ଗପୁର Short Tender Call Notice No. 208 Dated: 30.11.2024 ଦ୍ୱାରା ଆବେଦନ ଆହ୍ୱାନ କରାଯାଇଥିବା Temporary Water Proof Storage ନିମନ୍ତେ Short Tender Call ଆହ୍ୱାନ କରାଯାଇଛି। ଇଚ୍ଛୁକ ବ୍ୟକ୍ତି ବିଶେଷ/ଫର୍ମ http://www.nabarangpur.odisha.gov.in website ରୁ ତା.04.12.2024 ରିଖଠାରୁ ତା.06.12.2024 ରିଖ ଅପରାହ୍ନ ୫ଘ. ୩୦ ମିନିଟ୍ ମଧ୍ୟରେ ଆବଶ୍ୟକୀୟ Quotation Call Notice Download କରିପାରିବେ। xyxy=(1114,1041,1460,1181)
kalabhumi-headline: କଳାଭୂମି କଳାକୃତି ଦେଖି ବିମୋହିତ xyxy=(1108,131,1449,162)
cg-details: The details can be viewed and downloaded online directly from the Government of Chhattisgarh integrated e-Procurement Portal (https://eproc.cgstate.gov.in) from Date:10.12.2024 at 17.31 hours (IST) onwards. xyxy=(190,2190,714,2214)
garhwa-pr: PR 341144 Minor Irrigation(24-25)D xyxy=(372,1889,585,1902)
garhwa-sign: कार्यपालक अभियंता, लघु सिंचाई प्रमण्डल, गढ़वा xyxy=(536,1876,722,1889)
table-cell: ଟ. ୪,୬୬,୬୪୨.୦୦ + ସୁଧ ଓ ଅନ୍ୟ ଖର୍ଚ୍ଚ xyxy=(1151,1759,1269,1803)
hingula-headline: ହିଙ୍ଗୁଳା ମନ୍ଦିର ପ୍ରତିଷ୍ଠା, ବିଗ୍ରହ ସ୍ଥାପନ ପୂଜା ଆରମ୍ଭ xyxy=(676,684,1050,748)
chhattisgarh-advert xyxy=(182,1928,730,2330)
sambadapatra-headline: ସମ୍ବାଦପତ୍ର ବିକ୍ରେତା ସଂଘ ପକ୍ଷରୁ ଶ୍ରଦ୍ଧାଞ୍ଜଳି xyxy=(8,1049,311,1100)
sambadapatra-photo xyxy=(8,1110,362,1310)
